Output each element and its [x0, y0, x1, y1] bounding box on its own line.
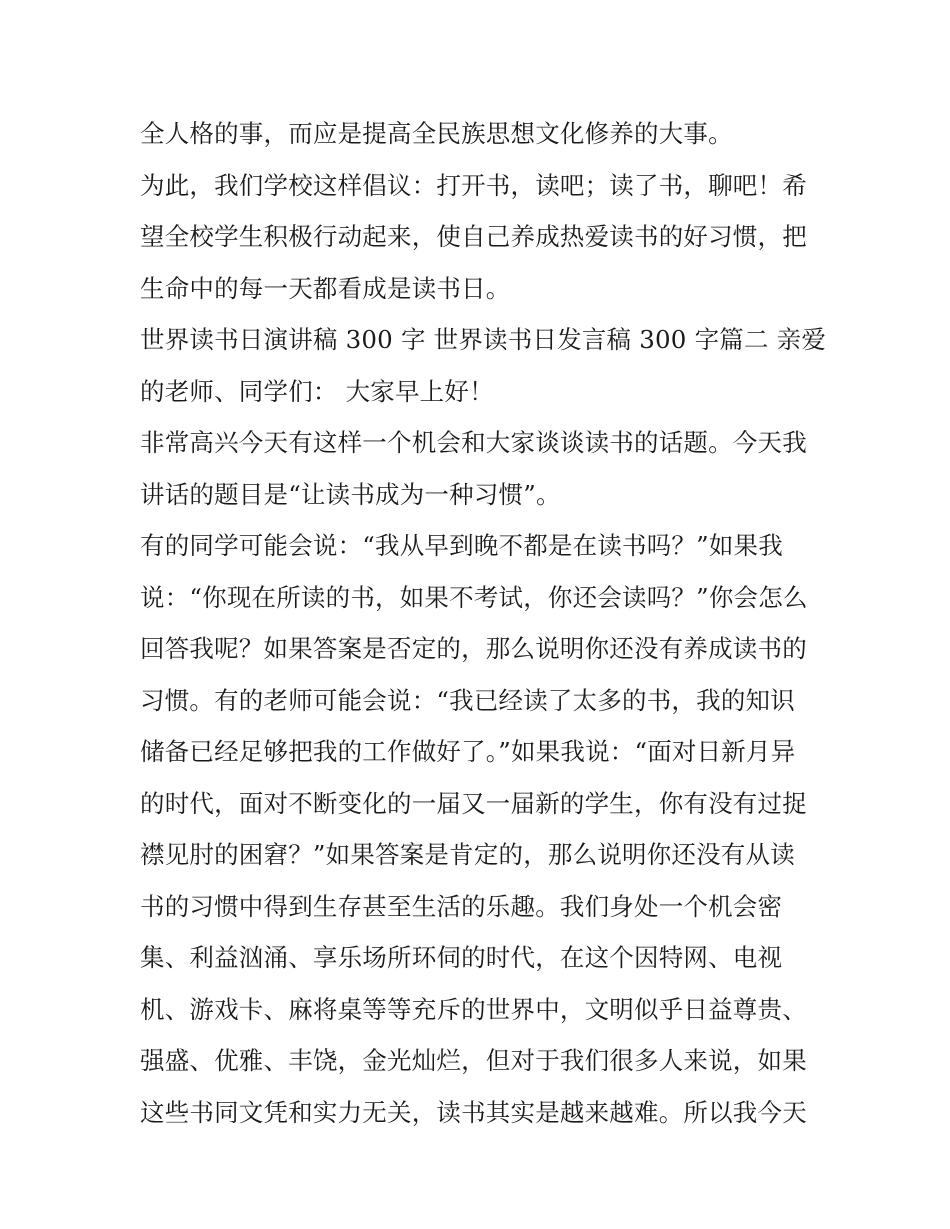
text-line: 书的习惯中得到生存甚至生活的乐趣。我们身处一个机会密: [140, 891, 783, 921]
text-line: 为此，我们学校这样倡议：打开书，读吧；读了书，聊吧！希: [140, 170, 807, 200]
text-line: 襟见肘的困窘？”如果答案是肯定的，那么说明你还没有从读: [140, 840, 795, 869]
text-line: 这些书同文凭和实力无关，读书其实是越来越难。所以我今天: [140, 1097, 807, 1127]
text-line: 集、利益汹涌、享乐场所环伺的时代，在这个因特网、电视: [140, 943, 783, 972]
text-line: 说：“你现在所读的书，如果不考试，你还会读吗？”你会怎么: [140, 582, 808, 612]
text-line: 储备已经足够把我的工作做好了。”如果我说：“面对日新月异: [140, 737, 796, 766]
text-line: 生命中的每一天都看成是读书日。: [140, 273, 511, 303]
text-line: 机、游戏卡、麻将桌等等充斥的世界中，文明似乎日益尊贵、: [140, 994, 807, 1024]
text-line: 有的同学可能会说：“我从早到晚不都是在读书吗？”如果我: [140, 531, 783, 560]
text-line: 回答我呢？如果答案是否定的，那么说明你还没有养成读书的: [140, 634, 807, 663]
text-line: 的老师、同学们： 大家早上好！: [140, 376, 494, 406]
text-line: 强盛、优雅、丰饶，金光灿烂，但对于我们很多人来说，如果: [140, 1046, 807, 1075]
document-page: [140, 108, 827, 1138]
text-line: 非常高兴今天有这样一个机会和大家谈谈读书的话题。今天我: [140, 428, 807, 457]
text-line: 全人格的事，而应是提高全民族思想文化修养的大事。: [140, 119, 733, 148]
text-line: 习惯。有的老师可能会说：“我已经读了太多的书，我的知识: [140, 685, 795, 715]
text-line: 望全校学生积极行动起来，使自己养成热爱读书的好习惯，把: [140, 222, 807, 251]
text-line: 的时代，面对不断变化的一届又一届新的学生，你有没有过捉: [140, 788, 807, 818]
text-line: 世界读书日演讲稿 300 字 世界读书日发言稿 300 字篇二 亲爱: [140, 325, 827, 354]
text-line: 讲话的题目是“让读书成为一种习惯”。: [140, 479, 561, 509]
